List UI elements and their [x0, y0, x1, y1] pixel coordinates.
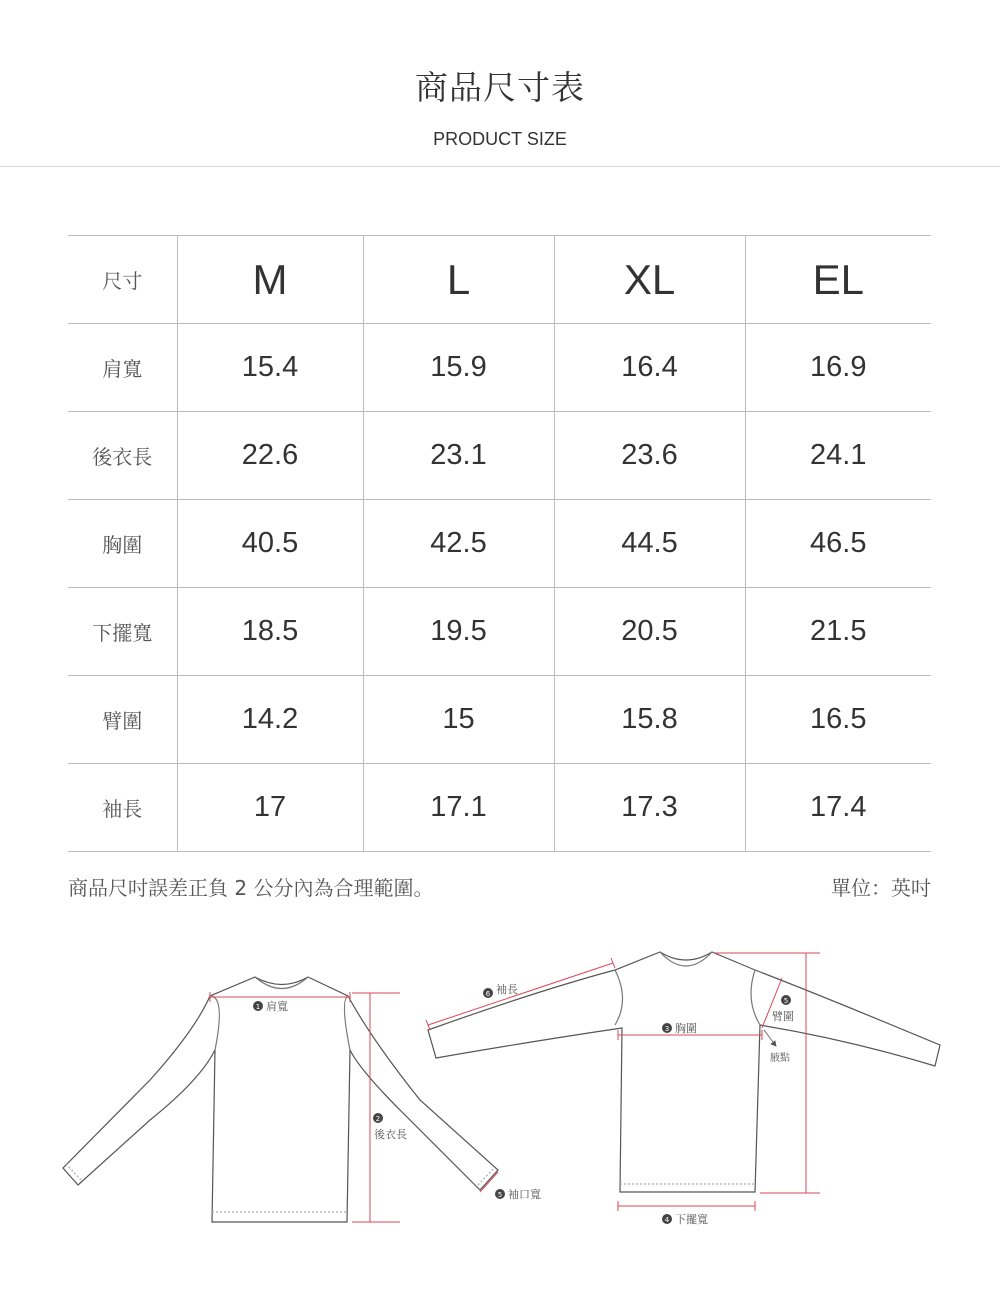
table-cell: 17.1 [363, 764, 554, 852]
table-cell: 18.5 [177, 588, 363, 676]
page-subtitle: PRODUCT SIZE [433, 129, 567, 149]
table-row [68, 412, 931, 500]
back-length-measure-line [352, 993, 400, 1222]
table-cell: 16.9 [745, 324, 931, 412]
table-cell: 23.6 [554, 412, 745, 500]
table-cell: 42.5 [363, 500, 554, 588]
marker-5-number: 5 [783, 997, 789, 1005]
table-cell: 23.1 [363, 412, 554, 500]
table-cell: 19.5 [363, 588, 554, 676]
row-label: 胸圍 [68, 500, 177, 588]
table-cell: 17 [177, 764, 363, 852]
row-label: 袖長 [68, 764, 177, 852]
sleeve-length-label: 袖長 [496, 983, 518, 996]
size-label-xl: XL [554, 236, 745, 324]
marker-3-number: 3 [664, 1025, 670, 1033]
hem-width-label: 下擺寬 [675, 1213, 708, 1226]
size-table [68, 235, 931, 852]
back-length-label: 後衣長 [374, 1128, 407, 1141]
row-label: 後衣長 [68, 412, 177, 500]
table-cell: 15.9 [363, 324, 554, 412]
table-cell: 17.3 [554, 764, 745, 852]
marker-1-number: 1 [255, 1003, 261, 1011]
table-cell: 46.5 [745, 500, 931, 588]
table-row [68, 764, 931, 852]
row-label: 下擺寬 [68, 588, 177, 676]
armpit-pointer [764, 1030, 776, 1046]
corner-label: 尺寸 [68, 236, 177, 324]
sleeve-length-measure-line [426, 958, 615, 1030]
arm-circumference-label: 臂圍 [772, 1010, 794, 1023]
armpit-point-label: 腋點 [770, 1053, 790, 1064]
size-header-row [68, 236, 931, 324]
shoulder-width-label: 肩寬 [266, 1000, 288, 1013]
marker-6-number: 6 [485, 990, 491, 998]
table-cell: 17.4 [745, 764, 931, 852]
header-divider [0, 166, 1000, 167]
chest-label: 胸圍 [675, 1022, 697, 1035]
marker-2-number: 2 [375, 1115, 381, 1123]
table-cell: 40.5 [177, 500, 363, 588]
row-label: 肩寬 [68, 324, 177, 412]
cuff-width-label: 袖口寬 [508, 1188, 541, 1201]
table-cell: 15.8 [554, 676, 745, 764]
unit-label: 單位：英吋 [831, 876, 931, 900]
table-cell: 22.6 [177, 412, 363, 500]
marker-4-number: 4 [664, 1216, 670, 1224]
table-cell: 16.4 [554, 324, 745, 412]
table-cell: 44.5 [554, 500, 745, 588]
size-label-m: M [177, 236, 363, 324]
table-cell: 15.4 [177, 324, 363, 412]
row-label: 臂圍 [68, 676, 177, 764]
table-row [68, 676, 931, 764]
tolerance-note: 商品尺吋誤差正負 2 公分內為合理範圍。 [68, 876, 434, 900]
page-title: 商品尺寸表 [415, 68, 585, 107]
table-row [68, 500, 931, 588]
cuff-measure-line [480, 1172, 498, 1192]
table-cell: 20.5 [554, 588, 745, 676]
hem-measure-line [618, 1201, 755, 1211]
measurement-diagram [0, 930, 1000, 1250]
size-label-el: EL [745, 236, 931, 324]
shirt-back-outline [63, 977, 498, 1222]
table-cell: 16.5 [745, 676, 931, 764]
size-label-l: L [363, 236, 554, 324]
table-row [68, 324, 931, 412]
marker-5-number: 5 [497, 1191, 503, 1199]
table-cell: 14.2 [177, 676, 363, 764]
table-cell: 24.1 [745, 412, 931, 500]
table-cell: 15 [363, 676, 554, 764]
table-cell: 21.5 [745, 588, 931, 676]
table-row [68, 588, 931, 676]
